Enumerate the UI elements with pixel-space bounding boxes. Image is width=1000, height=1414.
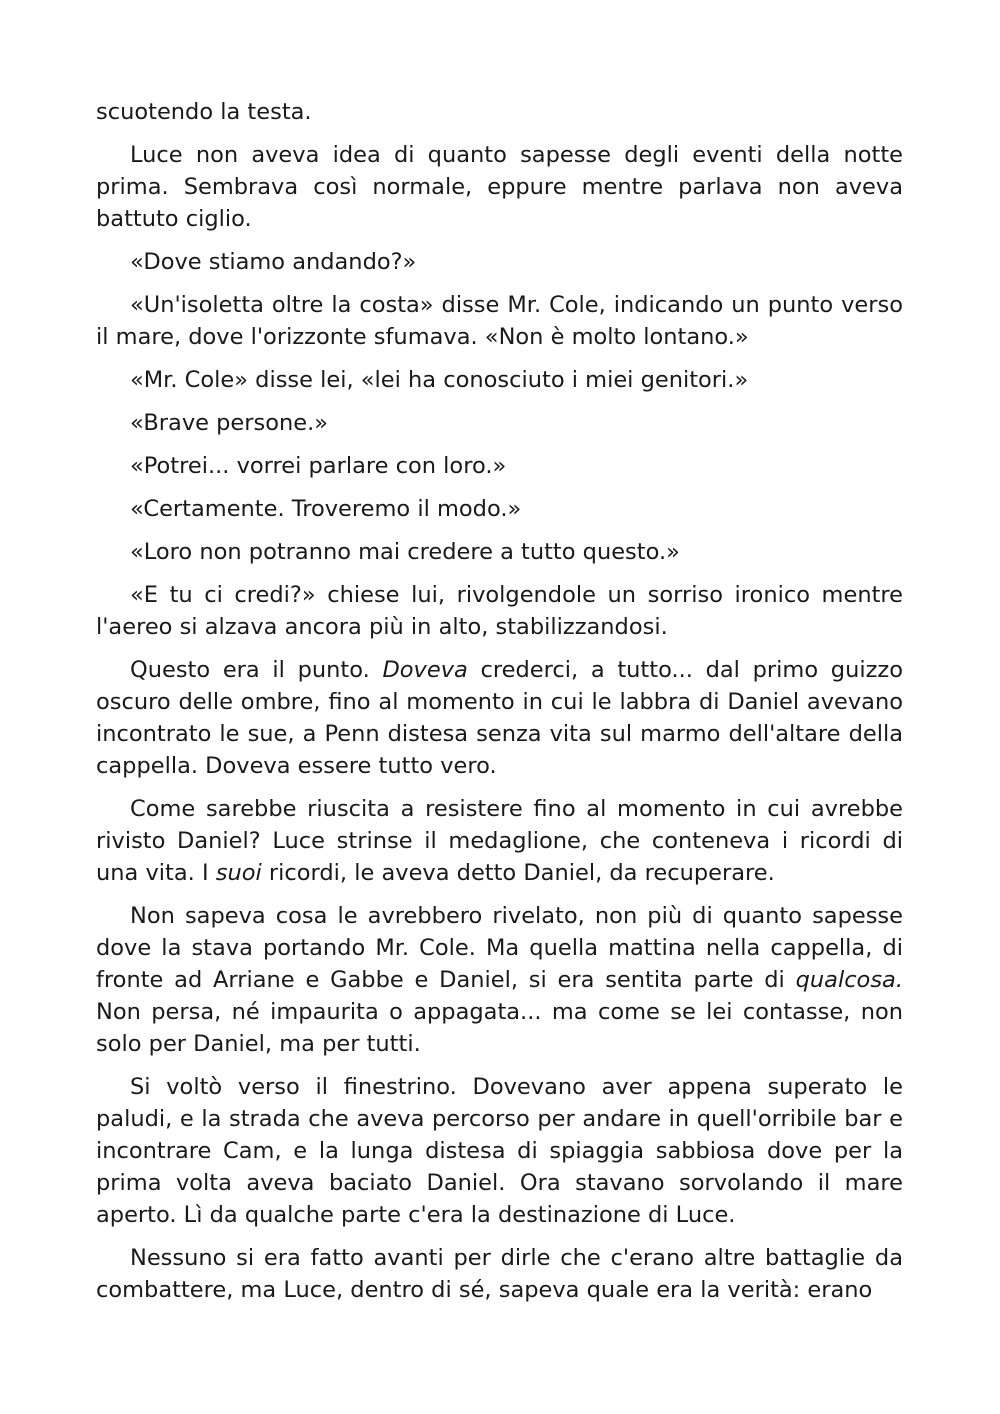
paragraph xyxy=(96,450,903,482)
paragraph-text: Non persa, né impaurita o appagata... ma come se lei contasse, non solo per Daniel, ma per tutti. xyxy=(96,999,903,1057)
paragraph-text: Luce non aveva idea di quanto sapesse degli eventi della notte prima. Sembrava così normale, eppure mentre parlava non aveva battuto ciglio. xyxy=(96,142,903,232)
paragraph xyxy=(96,96,903,128)
paragraph-text: «Potrei... vorrei parlare con loro.» xyxy=(130,453,507,479)
paragraph xyxy=(96,536,903,568)
paragraph xyxy=(96,289,903,353)
italic-text: Doveva xyxy=(382,657,468,683)
paragraph xyxy=(96,1071,903,1231)
paragraph xyxy=(96,246,903,278)
paragraph-text: «Un'isoletta oltre la costa» disse Mr. Cole, indicando un punto verso il mare, dove l'orizzonte sfumava. «Non è molto lontano.» xyxy=(96,292,903,350)
paragraph-text: «Mr. Cole» disse lei, «lei ha conosciuto i miei genitori.» xyxy=(130,367,749,393)
paragraph-text: «Brave persone.» xyxy=(130,410,329,436)
paragraph-text: Nessuno si era fatto avanti per dirle che c'erano altre battaglie da combattere, ma Luce, dentro di sé, sapeva quale era la verità: erano xyxy=(96,1245,903,1303)
paragraph-text: «Dove stiamo andando?» xyxy=(130,249,417,275)
italic-text: suoi xyxy=(215,860,262,886)
page-body xyxy=(96,96,903,1317)
paragraph xyxy=(96,139,903,235)
paragraph-text: «E tu ci credi?» chiese lui, rivolgendole un sorriso ironico mentre l'aereo si alzava ancora più in alto, stabilizzandosi. xyxy=(96,582,903,640)
paragraph xyxy=(96,654,903,782)
paragraph-text: scuotendo la testa. xyxy=(96,99,312,125)
paragraph xyxy=(96,407,903,439)
paragraph-text: Si voltò verso il finestrino. Dovevano aver appena superato le paludi, e la strada che aveva percorso per andare in quell'orribile bar e incontrare Cam, e la lunga distesa di spiaggia sabbiosa dove per la prima volta aveva baciato Daniel. Ora stavano sorvolando il mare aperto. Lì da qualche parte c'era la destinazione di Luce. xyxy=(96,1074,903,1228)
paragraph-text: «Loro non potranno mai credere a tutto questo.» xyxy=(130,539,680,565)
paragraph-text: Non sapeva cosa le avrebbero rivelato, non più di quanto sapesse dove la stava portando Mr. Cole. Ma quella mattina nella cappella, di fronte ad Arriane e Gabbe e Daniel, si era sentita parte di xyxy=(96,903,903,993)
paragraph-text: ricordi, le aveva detto Daniel, da recuperare. xyxy=(261,860,775,886)
paragraph xyxy=(96,1242,903,1306)
paragraph xyxy=(96,579,903,643)
paragraph xyxy=(96,364,903,396)
paragraph-text: crederci, a tutto... dal primo guizzo oscuro delle ombre, fino al momento in cui le labbra di Daniel avevano incontrato le sue, a Penn distesa senza vita sul marmo dell'altare della cappella. Doveva essere tutto vero. xyxy=(96,657,903,779)
paragraph-text: Questo era il punto. xyxy=(130,657,383,683)
italic-text: qualcosa. xyxy=(795,967,903,993)
paragraph xyxy=(96,900,903,1060)
paragraph-text: «Certamente. Troveremo il modo.» xyxy=(130,496,522,522)
paragraph xyxy=(96,493,903,525)
paragraph-text: Come sarebbe riuscita a resistere fino al momento in cui avrebbe rivisto Daniel? Luce strinse il medaglione, che conteneva i ricordi di una vita. I xyxy=(96,796,903,886)
paragraph xyxy=(96,793,903,889)
